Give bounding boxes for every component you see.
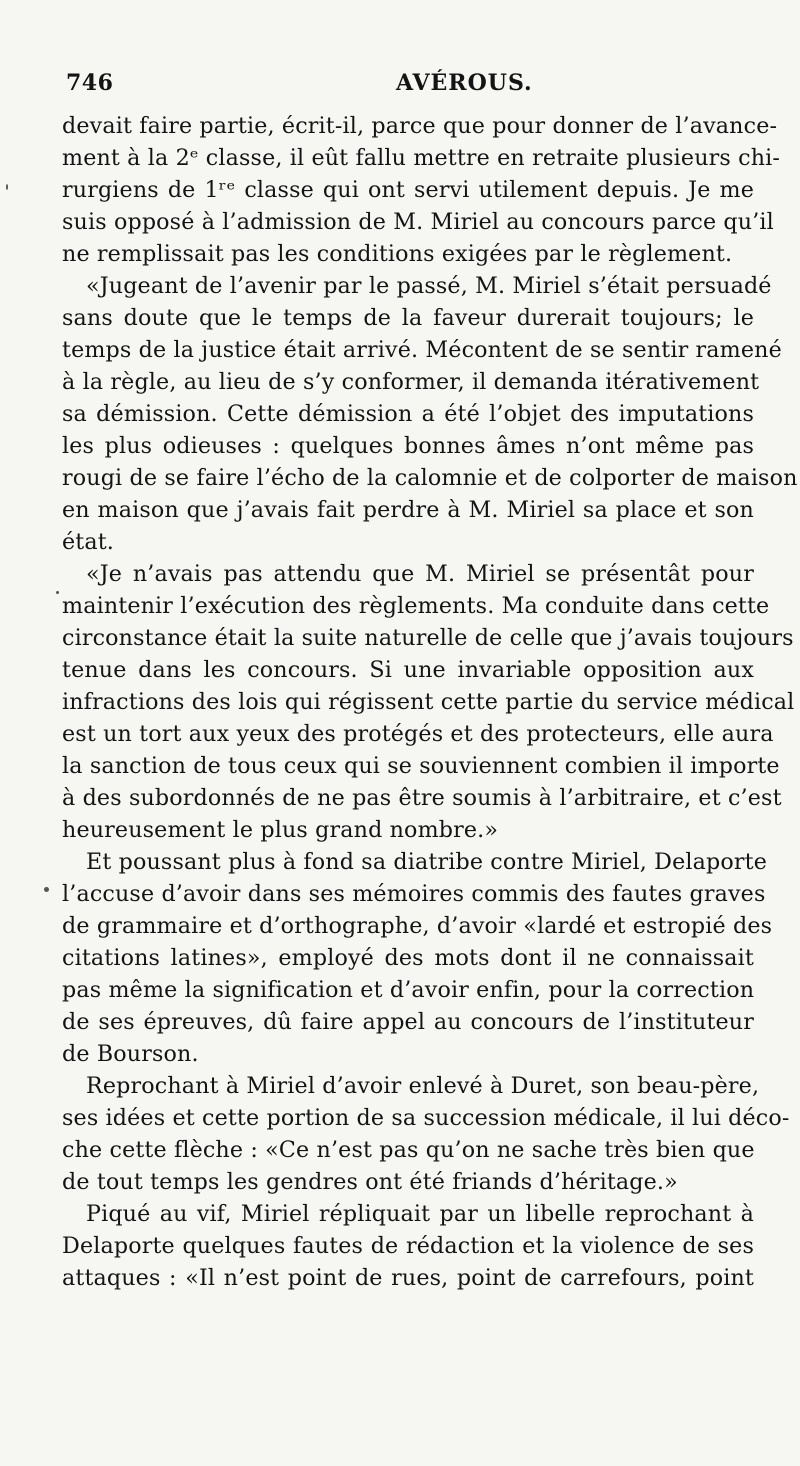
- text-line: l’accuse d’avoir dans ses mémoires commis des fautes graves: [62, 881, 766, 907]
- text-line: état.: [62, 529, 114, 555]
- page-number: 746: [66, 70, 114, 96]
- running-head: AVÉROUS.: [396, 70, 533, 96]
- text-line: Delaporte quelques fautes de rédaction et la violence de ses: [62, 1233, 754, 1259]
- text-line: circonstance était la suite naturelle de celle que j’avais toujours: [62, 625, 794, 651]
- body-text: [62, 110, 798, 1294]
- text-line: de ses épreuves, dû faire appel au concours de l’instituteur: [62, 1009, 754, 1035]
- scan-speck: [6, 184, 8, 190]
- text-line: rougi de se faire l’écho de la calomnie et de colporter de maison: [62, 465, 798, 491]
- text-line: à des subordonnés de ne pas être soumis à l’arbitraire, et c’est: [62, 785, 782, 811]
- scan-speck: [44, 887, 49, 892]
- text-line: infractions des lois qui régissent cette partie du service médical: [62, 689, 795, 715]
- text-line: rurgiens de 1ʳᵉ classe qui ont servi utilement depuis. Je me: [62, 177, 754, 203]
- text-line: en maison que j’avais fait perdre à M. Miriel sa place et son: [62, 497, 754, 523]
- text-line: sans doute que le temps de la faveur durerait toujours; le: [62, 305, 754, 331]
- text-line: Reprochant à Miriel d’avoir enlevé à Duret, son beau-père,: [86, 1073, 760, 1099]
- text-line: suis opposé à l’admission de M. Miriel au concours parce qu’il: [62, 209, 774, 235]
- text-line: maintenir l’exécution des règlements. Ma conduite dans cette: [62, 593, 770, 619]
- text-line: temps de la justice était arrivé. Mécontent de se sentir ramené: [62, 337, 782, 363]
- text-line: tenue dans les concours. Si une invariable opposition aux: [62, 657, 754, 683]
- text-line: citations latines», employé des mots dont il ne connaissait: [62, 945, 754, 971]
- text-line: à la règle, au lieu de s’y conformer, il demanda itérativement: [62, 369, 760, 395]
- text-line: «Je n’avais pas attendu que M. Miriel se présentât pour: [86, 561, 754, 587]
- text-line: che cette flèche : «Ce n’est pas qu’on ne sache très bien que: [62, 1137, 755, 1163]
- text-line: ne remplissait pas les conditions exigées par le règlement.: [62, 241, 733, 267]
- text-line: de Bourson.: [62, 1041, 199, 1067]
- text-line: Et poussant plus à fond sa diatribe contre Miriel, Delaporte: [86, 849, 767, 875]
- text-line: ment à la 2ᵉ classe, il eût fallu mettre en retraite plusieurs chi-: [62, 145, 781, 171]
- text-line: attaques : «Il n’est point de rues, point de carrefours, point: [62, 1265, 754, 1291]
- text-line: de grammaire et d’orthographe, d’avoir «lardé et estropié des: [62, 913, 773, 939]
- text-line: pas même la signification et d’avoir enfin, pour la correction: [62, 977, 755, 1003]
- text-line: heureusement le plus grand nombre.»: [62, 817, 499, 843]
- text-line: «Jugeant de l’avenir par le passé, M. Miriel s’était persuadé: [86, 273, 772, 299]
- text-line: est un tort aux yeux des protégés et des protecteurs, elle aura: [62, 721, 774, 747]
- text-line: la sanction de tous ceux qui se souviennent combien il importe: [62, 753, 780, 779]
- text-line: de tout temps les gendres ont été friands d’héritage.»: [62, 1169, 678, 1195]
- text-line: ses idées et cette portion de sa succession médicale, il lui déco-: [62, 1105, 790, 1131]
- text-line: les plus odieuses : quelques bonnes âmes n’ont même pas: [62, 433, 754, 459]
- text-line: sa démission. Cette démission a été l’objet des imputations: [62, 401, 754, 427]
- scan-speck: [56, 591, 59, 594]
- page-header: [66, 70, 756, 102]
- text-line: Piqué au vif, Miriel répliquait par un libelle reprochant à: [86, 1201, 754, 1227]
- text-line: devait faire partie, écrit-il, parce que pour donner de l’avance-: [62, 113, 778, 139]
